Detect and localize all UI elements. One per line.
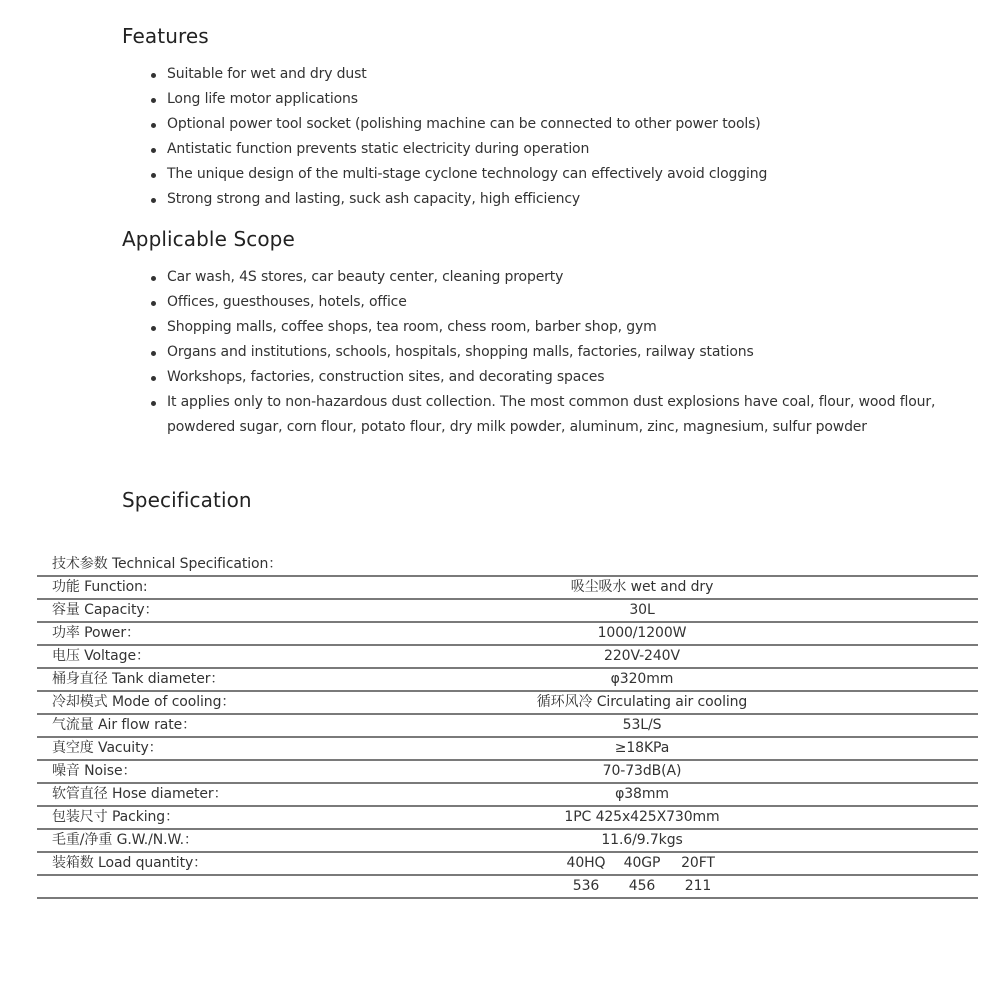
container-type: 20FT <box>681 855 715 871</box>
spec-row-tank-diameter <box>37 669 978 692</box>
features-heading: Features <box>122 24 209 48</box>
spec-value: 吸尘吸水 wet and dry <box>570 579 714 595</box>
feature-item: Optional power tool socket (polishing machine can be connected to other power tools) <box>145 112 945 137</box>
spec-row-voltage <box>37 646 978 669</box>
spec-row-load-quantity-values <box>37 876 978 899</box>
feature-item: The unique design of the multi-stage cyclone technology can effectively avoid clogging <box>145 162 945 187</box>
spec-value: φ38mm <box>615 786 669 802</box>
scope-item: Shopping malls, coffee shops, tea room, chess room, barber shop, gym <box>145 315 945 340</box>
spec-row-capacity <box>37 600 978 623</box>
spec-row-weight <box>37 830 978 853</box>
spec-table-caption: 技术参数 Technical Specification： <box>37 553 978 577</box>
spec-row-cooling-mode <box>37 692 978 715</box>
spec-value: 30L <box>629 602 655 618</box>
features-list <box>145 62 945 212</box>
scope-item: It applies only to non-hazardous dust collection. The most common dust explosions have coal, flour, wood flour, powdered sugar, corn flour, potato flour, dry milk powder, aluminum, zinc, magnesium, sulfur powder <box>145 390 945 440</box>
spec-value <box>357 876 927 897</box>
spec-label: 冷却模式 Mode of cooling： <box>52 694 236 710</box>
spec-label: 功能 Function: <box>52 579 148 595</box>
spec-value: 循环风冷 Circulating air cooling <box>536 694 748 710</box>
spec-label: 毛重/净重 G.W./N.W.： <box>52 832 198 848</box>
spec-row-air-flow-rate <box>37 715 978 738</box>
spec-label: 容量 Capacity： <box>52 602 159 618</box>
spec-label: 电压 Voltage： <box>52 648 150 664</box>
spec-row-power <box>37 623 978 646</box>
spec-value: 1000/1200W <box>597 625 687 641</box>
spec-label: 噪音 Noise： <box>52 763 137 779</box>
applicable-scope-list <box>145 265 945 440</box>
container-type: 40GP <box>623 855 661 871</box>
spec-label: 装箱数 Load quantity： <box>52 855 208 871</box>
specification-table <box>37 553 978 899</box>
feature-item: Strong strong and lasting, suck ash capacity, high efficiency <box>145 187 945 212</box>
feature-item: Suitable for wet and dry dust <box>145 62 945 87</box>
spec-label: 软管直径 Hose diameter： <box>52 786 228 802</box>
spec-value: 70-73dB(A) <box>602 763 682 779</box>
spec-value: 1PC 425x425X730mm <box>564 809 720 825</box>
spec-row-hose-diameter <box>37 784 978 807</box>
applicable-scope-heading: Applicable Scope <box>122 227 295 251</box>
spec-value: φ320mm <box>610 671 674 687</box>
spec-row-vacuity <box>37 738 978 761</box>
spec-value: 53L/S <box>622 717 662 733</box>
spec-label: 桶身直径 Tank diameter： <box>52 671 225 687</box>
spec-row-function <box>37 577 978 600</box>
scope-item: Organs and institutions, schools, hospitals, shopping malls, factories, railway stations <box>145 340 945 365</box>
spec-value: 11.6/9.7kgs <box>601 832 683 848</box>
scope-item: Workshops, factories, construction sites, and decorating spaces <box>145 365 945 390</box>
spec-value: ≥18KPa <box>614 740 670 756</box>
feature-item: Antistatic function prevents static electricity during operation <box>145 137 945 162</box>
container-type: 40HQ <box>566 855 606 871</box>
spec-row-packing <box>37 807 978 830</box>
scope-item: Car wash, 4S stores, car beauty center, cleaning property <box>145 265 945 290</box>
spec-value <box>357 853 927 874</box>
spec-label-empty <box>37 876 357 897</box>
spec-label: 包装尺寸 Packing： <box>52 809 179 825</box>
container-quantity: 456 <box>628 878 656 894</box>
spec-label: 真空度 Vacuity： <box>52 740 163 756</box>
feature-item: Long life motor applications <box>145 87 945 112</box>
container-quantity: 211 <box>684 878 712 894</box>
spec-label: 功率 Power： <box>52 625 140 641</box>
specification-heading: Specification <box>122 488 252 512</box>
spec-label: 气流量 Air flow rate： <box>52 717 197 733</box>
spec-value: 220V-240V <box>604 648 680 664</box>
container-quantity: 536 <box>572 878 600 894</box>
spec-row-noise <box>37 761 978 784</box>
spec-row-load-quantity <box>37 853 978 876</box>
scope-item: Offices, guesthouses, hotels, office <box>145 290 945 315</box>
